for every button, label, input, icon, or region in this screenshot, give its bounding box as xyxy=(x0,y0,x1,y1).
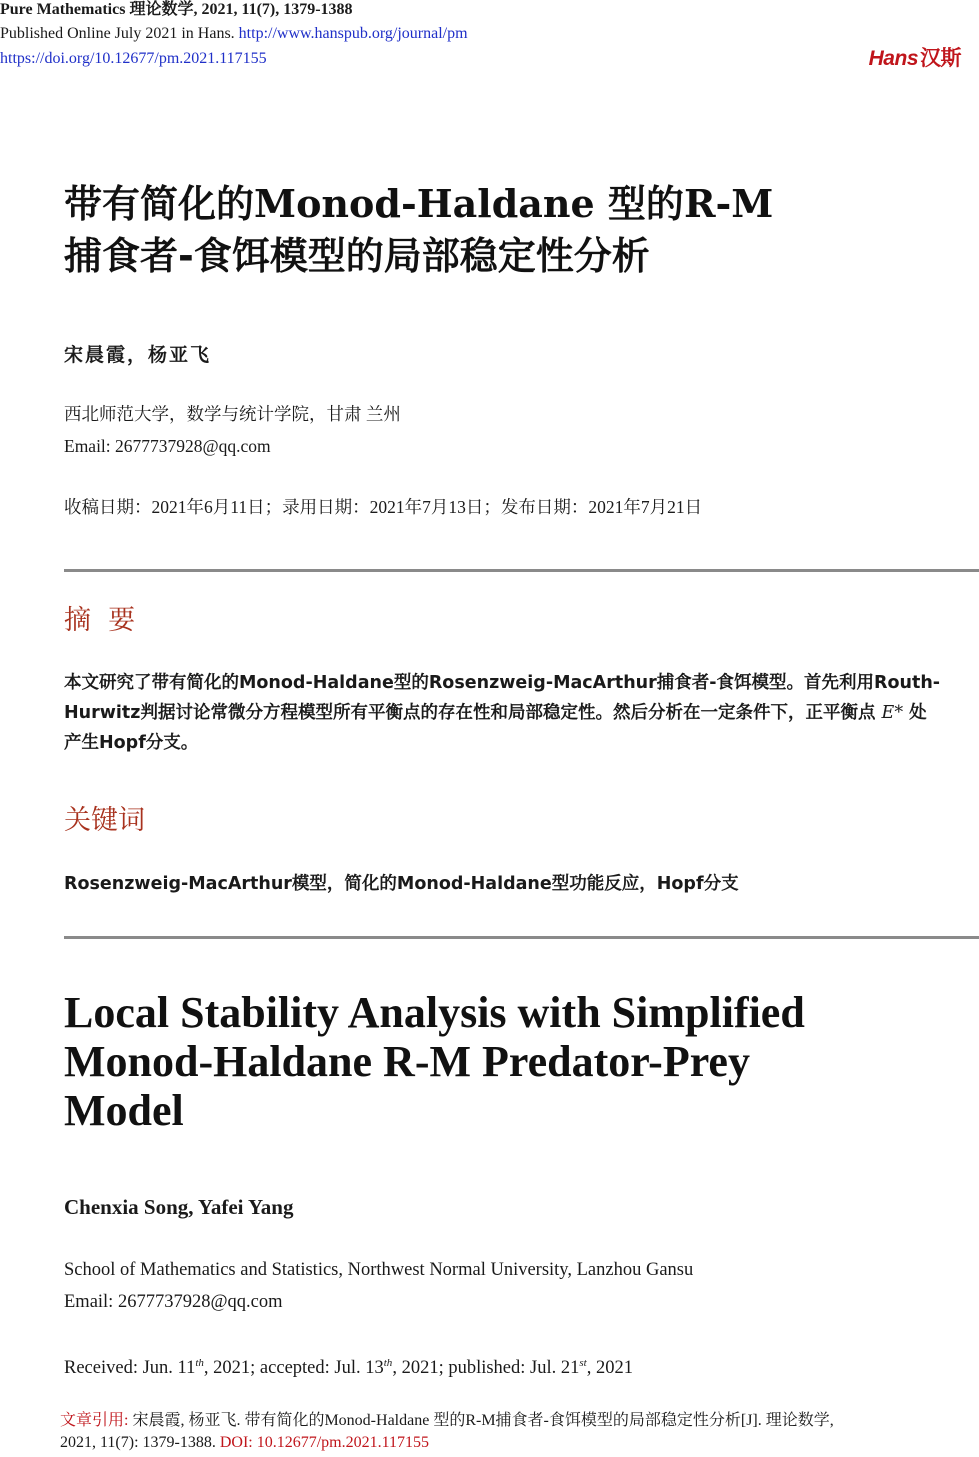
citation-text: 2021, 11(7): 1379-1388. xyxy=(60,1434,216,1451)
english-dates xyxy=(64,1351,633,1380)
journal-header: Pure Mathematics 理论数学, 2021, 11(7), 1379-1388 xyxy=(0,1,353,18)
doi-link[interactable]: https://doi.org/10.12677/pm.2021.117155 xyxy=(0,50,267,67)
chinese-email: Email: 2677737928@qq.com xyxy=(64,436,271,456)
ordinal-suffix: th xyxy=(195,1357,204,1369)
chinese-title xyxy=(64,178,773,282)
chinese-title-line2: 捕食者-食饵模型的局部稳定性分析 xyxy=(64,234,650,278)
english-title-line3: Model xyxy=(64,1086,184,1135)
citation-label: 文章引用: xyxy=(60,1412,129,1429)
year-end: , 2021 xyxy=(586,1358,633,1379)
abstract-text xyxy=(64,668,944,758)
published-prefix: Published Online July 2021 in Hans. xyxy=(0,25,235,42)
english-title-line1: Local Stability Analysis with Simplified xyxy=(64,988,805,1037)
equilibrium-symbol: E* xyxy=(881,703,904,723)
english-authors: Chenxia Song, Yafei Yang xyxy=(64,1195,294,1219)
ordinal-suffix: st xyxy=(579,1357,587,1369)
citation-line2 xyxy=(60,1432,965,1454)
hans-logo xyxy=(869,42,961,72)
citation-footer xyxy=(60,1410,965,1454)
title-cn-part: 型的 xyxy=(594,182,684,226)
chinese-affiliation: 西北师范大学，数学与统计学院，甘肃 兰州 xyxy=(64,404,401,424)
journal-link[interactable]: http://www.hanspub.org/journal/pm xyxy=(238,25,468,42)
ordinal-suffix: th xyxy=(383,1357,393,1369)
english-affiliation: School of Mathematics and Statistics, Northwest Normal University, Lanzhou Gansu xyxy=(64,1260,694,1280)
chinese-title-line1 xyxy=(64,178,773,230)
title-latin-part: Monod-Haldane xyxy=(254,181,595,226)
english-email: Email: 2677737928@qq.com xyxy=(64,1292,283,1312)
citation-text: 宋晨霞, 杨亚飞. 带有简化的Monod-Haldane 型的R-M捕食者-食饵模型的局部稳定性分析[J]. 理论数学, xyxy=(128,1412,834,1429)
keywords-heading: 关键词 xyxy=(64,805,145,836)
abstract-part: 本文研究了带有简化的Monod-Haldane型的Rosenzweig-MacArthur捕食者-食饵模型。首先利用Routh-Hurwitz判据讨论常微分方程模型所有平衡点的存在性和局部稳定性。然后分析在一定条件下，正平衡点 xyxy=(64,673,941,723)
keywords-text: Rosenzweig-MacArthur模型，简化的Monod-Haldane型功能反应，Hopf分支 xyxy=(64,874,739,894)
accepted-date: , 2021; accepted: Jul. 13 xyxy=(203,1358,384,1379)
published-line xyxy=(0,24,468,44)
abstract-part: 处产生Hopf分支。 xyxy=(64,703,927,753)
divider-top xyxy=(64,569,979,572)
published-date: , 2021; published: Jul. 21 xyxy=(392,1358,580,1379)
divider-bottom xyxy=(64,936,979,939)
citation-doi-link[interactable]: DOI: 10.12677/pm.2021.117155 xyxy=(219,1434,430,1451)
logo-latin: Hans xyxy=(868,47,918,70)
english-title-line2: Monod-Haldane R-M Predator-Prey xyxy=(64,1037,750,1086)
received-date: Received: Jun. 11 xyxy=(64,1358,196,1379)
english-title xyxy=(64,988,964,1135)
title-latin-part: R-M xyxy=(683,181,774,226)
chinese-authors: 宋晨霞，杨亚飞 xyxy=(64,344,212,366)
abstract-heading: 摘 要 xyxy=(64,605,136,636)
logo-cn: 汉斯 xyxy=(920,47,961,70)
citation-line1 xyxy=(60,1410,965,1432)
title-cn-part: 带有简化的 xyxy=(64,182,255,226)
chinese-dates: 收稿日期：2021年6月11日；录用日期：2021年7月13日；发布日期：2021年7月21日 xyxy=(64,497,703,517)
